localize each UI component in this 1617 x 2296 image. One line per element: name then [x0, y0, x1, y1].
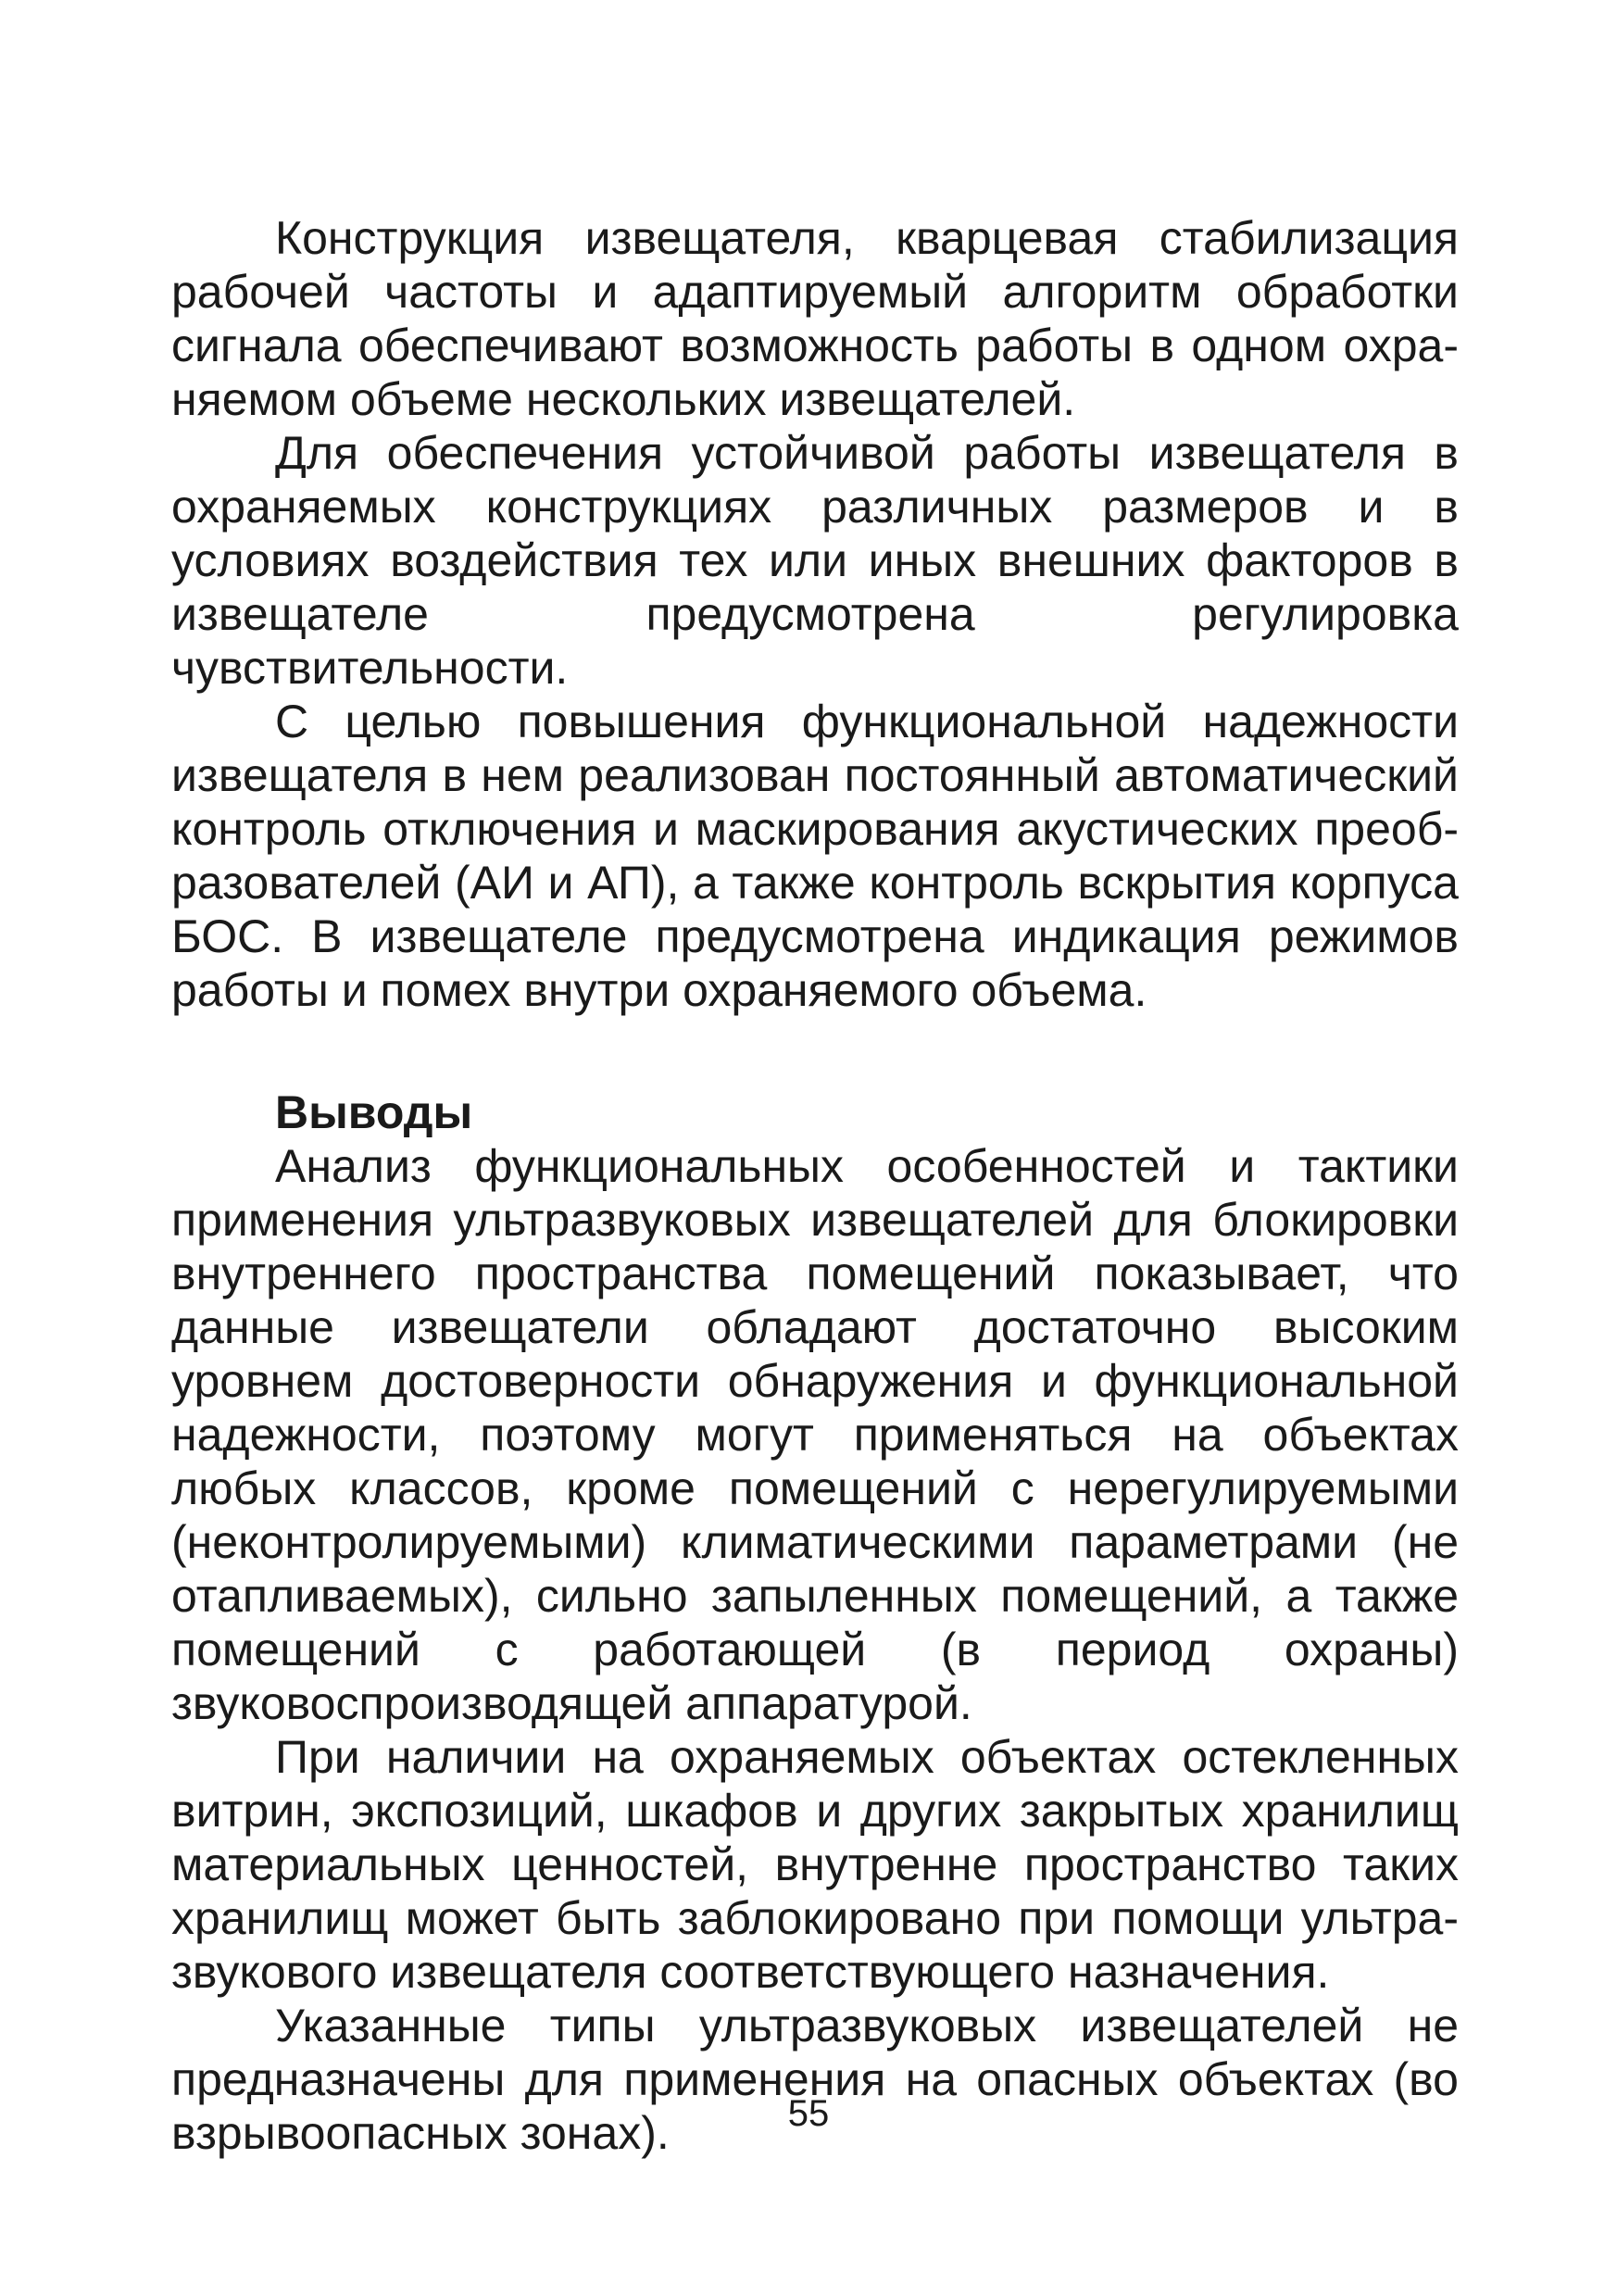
- paragraph-reliability-control: С целью повышения функциональной надежности извещателя в нем реализован постоянный автоматический контроль отключения и маскирования акустических преобразователей (АИ и АП), а также контроль вскрытия корпуса БОС. В извещателе предусмотрена индикация режимов работы и помех внутри охраняемого объема.: [171, 696, 1459, 1016]
- page-number: 55: [787, 2093, 830, 2134]
- section-heading-conclusions: Выводы: [275, 1086, 473, 1138]
- page-body: [171, 211, 1459, 2160]
- paragraph-hazardous-objects: Указанные типы ультразвуковых извещателей не предназначены для применения на опасных объектах (во взрывоопасных зонах).: [171, 2000, 1459, 2159]
- paragraph-analysis-conclusion: Анализ функциональных особенностей и тактики применения ультразвуковых извещателей для блокировки внутреннего пространства помещений показывает, что данные извещатели обладают достаточно высоким уровнем достоверности обнаружения и функциональной надежности, поэтому могут применяться на объектах любых классов, кроме помещений с нерегулируемыми (неконтролируемыми) климатическими параметрами (не отапливаемых), сильно запыленных помещений, а также помещений с работающей (в период охраны) звуковоспроизводящей аппаратурой.: [171, 1140, 1459, 1729]
- paragraph-showcase-protection: При наличии на охраняемых объектах остекленных витрин, экспозиций, шкафов и других закрытых хранилищ материальных ценностей, внутренне пространство таких хранилищ может быть заблокировано при помощи ультразвукового извещателя соответствующего назначения.: [171, 1731, 1459, 1998]
- paragraph-design-stabilization: Конструкция извещателя, кварцевая стабилизация рабочей частоты и адаптируемый алгоритм обработки сигнала обеспечивают возможность работы в одном охраняемом объеме нескольких извещателей.: [171, 212, 1459, 425]
- paragraph-sensitivity-adjustment: Для обеспечения устойчивой работы извещателя в охраняемых конструкциях различных размеров и в условиях воздействия тех или иных внешних факторов в извещателе предусмотрена регулировка чувствительности.: [171, 427, 1459, 694]
